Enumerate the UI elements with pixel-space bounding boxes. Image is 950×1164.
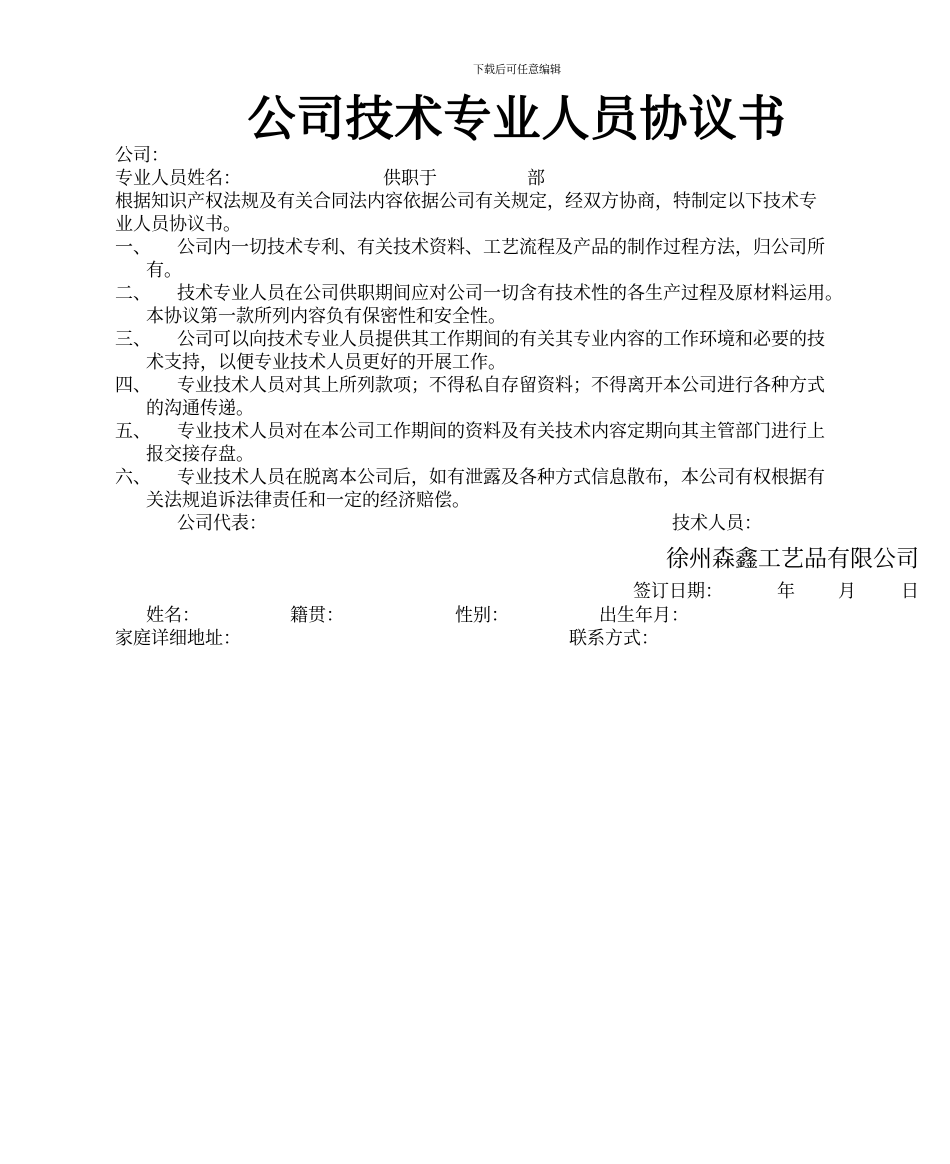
clause-text-line: 本协议第一款所列内容负有保密性和安全性。 [146,306,506,327]
company-name: 徐州森鑫工艺品有限公司 [666,546,919,572]
name-label: 姓名： [146,605,200,626]
page-title: 公司技术专业人员协议书 [247,91,787,147]
intro-line-1: 根据知识产权法规及有关合同法内容依据公司有关规定，经双方协商，特制定以下技术专 [115,191,817,212]
address-label: 家庭详细地址： [115,628,241,649]
clause-text-line: 技术专业人员在公司供职期间应对公司一切含有技术性的各生产过程及原材料运用。 [177,283,843,304]
clause-text-line: 公司内一切技术专利、有关技术资料、工艺流程及产品的制作过程方法，归公司所 [177,237,825,258]
clause-4 [115,374,920,420]
clause-number: 四、 [115,375,151,396]
clause-text-line: 有。 [146,260,182,281]
contact-label: 联系方式： [569,628,659,649]
staff-name-label: 专业人员姓名： [115,168,241,189]
gender-label: 性别： [455,605,509,626]
sign-date-label: 签订日期： [633,581,723,602]
clause-text-line: 关法规追诉法律责任和一定的经济赔偿。 [146,490,470,511]
clause-text-line: 的沟通传递。 [146,398,254,419]
tech-staff-label: 技术人员： [672,513,762,534]
clause-number: 三、 [115,329,151,350]
clause-5 [115,420,920,466]
clause-number: 六、 [115,467,151,488]
company-label: 公司： [115,145,169,166]
clause-3 [115,328,920,374]
year-label: 年 [777,581,795,602]
clause-number: 二、 [115,283,151,304]
clause-6 [115,466,920,512]
company-rep-label: 公司代表： [177,513,267,534]
header-note: 下载后可任意编辑 [473,63,561,76]
clause-text-line: 报交接存盘。 [146,444,254,465]
clause-text-line: 专业技术人员对其上所列款项；不得私自存留资料；不得离开本公司进行各种方式 [177,375,825,396]
month-label: 月 [838,581,856,602]
intro-line-2: 业人员协议书。 [115,214,241,235]
clause-number: 五、 [115,421,151,442]
department-label: 部 [527,168,545,189]
clause-2 [115,282,920,328]
native-place-label: 籍贯： [290,605,344,626]
employed-at-label: 供职于 [383,168,437,189]
clause-text-line: 专业技术人员对在本公司工作期间的资料及有关技术内容定期向其主管部门进行上 [177,421,825,442]
birth-label: 出生年月： [599,605,689,626]
clause-1 [115,236,920,282]
clause-text-line: 术支持，以便专业技术人员更好的开展工作。 [146,352,506,373]
clause-text-line: 专业技术人员在脱离本公司后，如有泄露及各种方式信息散布，本公司有权根据有 [177,467,825,488]
day-label: 日 [901,581,919,602]
clause-text-line: 公司可以向技术专业人员提供其工作期间的有关其专业内容的工作环境和必要的技 [177,329,825,350]
clause-number: 一、 [115,237,151,258]
